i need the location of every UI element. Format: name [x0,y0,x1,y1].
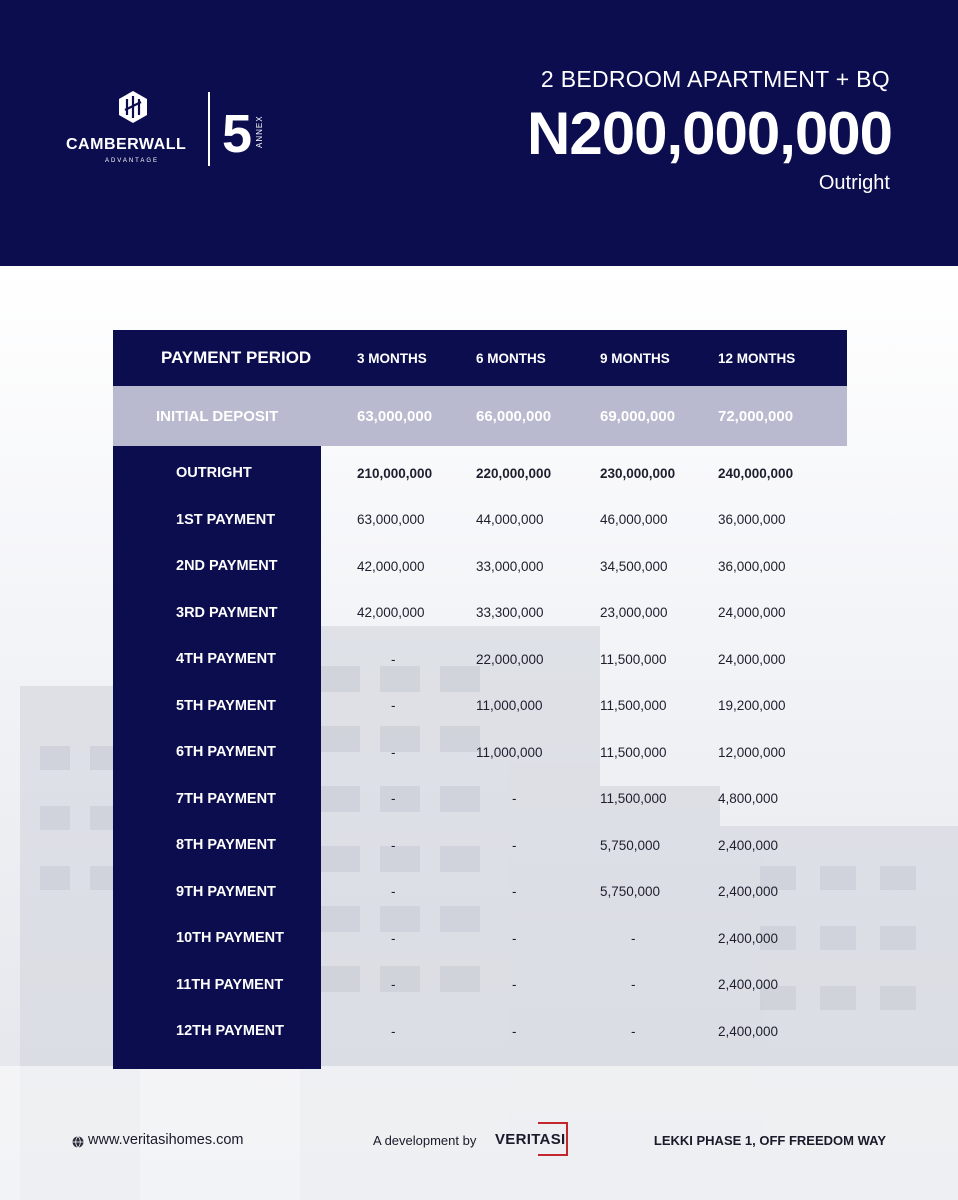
row-value-6-months: 220,000,000 [476,465,552,481]
row-value-3-months: - [391,930,396,946]
footer [0,1118,958,1168]
row-value-12-months: 2,400,000 [718,884,779,900]
table-row-8th-payment [113,822,847,869]
annex-number: 5 [222,104,253,164]
row-value-9-months: 5,750,000 [600,884,661,900]
row-value-12-months: 36,000,000 [718,558,786,574]
row-label: 12TH PAYMENT [176,1023,284,1040]
row-value-6-months: - [512,837,517,853]
row-value-3-months: - [391,744,396,760]
deposit-9-months: 69,000,000 [600,407,676,425]
table-row-12th-payment [113,1008,847,1055]
column-header-12-months: 12 MONTHS [718,350,796,366]
table-row-5th-payment [113,683,847,730]
row-value-3-months: - [391,884,396,900]
table-row-9th-payment [113,869,847,916]
row-label: 7TH PAYMENT [176,790,276,807]
table-row-11th-payment [113,962,847,1009]
table-row-6th-payment [113,729,847,776]
column-header-period: PAYMENT PERIOD [161,348,312,367]
row-value-3-months: - [391,1023,396,1039]
brand-subtitle: ADVANTAGE [104,158,160,164]
row-value-12-months: 2,400,000 [718,930,779,946]
row-label: 2ND PAYMENT [176,558,278,575]
row-value-6-months: 44,000,000 [476,512,544,528]
table-row-7th-payment [113,776,847,823]
payment-plan-table [113,330,847,1069]
column-header-9-months: 9 MONTHS [600,350,670,366]
row-value-6-months: 22,000,000 [476,651,544,667]
table-row-outright [113,450,847,497]
header-banner [0,0,958,266]
table-header-row [113,330,847,386]
globe-icon [72,1136,84,1148]
row-label: 3RD PAYMENT [176,604,278,621]
row-label: 10TH PAYMENT [176,930,284,947]
row-value-9-months: 46,000,000 [600,512,668,528]
camberwall-logo-icon [116,90,150,124]
row-value-12-months: 36,000,000 [718,512,786,528]
row-value-6-months: - [512,884,517,900]
brand-name: CAMBERWALL [66,136,187,153]
row-value-9-months: 11,500,000 [600,791,667,807]
row-value-3-months: 42,000,000 [357,558,425,574]
column-header-6-months: 6 MONTHS [476,350,546,366]
row-label: 6TH PAYMENT [176,744,276,761]
row-value-6-months: 33,300,000 [476,605,544,621]
row-value-12-months: 2,400,000 [718,977,779,993]
row-value-9-months: 23,000,000 [600,605,668,621]
row-value-3-months: - [391,837,396,853]
logo-divider [208,92,210,166]
row-value-12-months: 12,000,000 [718,744,786,760]
row-value-9-months: 11,500,000 [600,698,667,714]
deposit-12-months: 72,000,000 [718,407,794,425]
row-label: 11TH PAYMENT [176,976,284,993]
table-row-3rd-payment [113,590,847,637]
row-value-6-months: 11,000,000 [476,698,543,714]
row-value-6-months: - [512,930,517,946]
row-value-12-months: 240,000,000 [718,465,794,481]
row-label: 8TH PAYMENT [176,837,276,854]
row-value-9-months: 5,750,000 [600,837,661,853]
row-label: 4TH PAYMENT [176,651,276,668]
developer-text: A development by [373,1133,477,1148]
website-link[interactable]: www.veritasihomes.com [88,1132,244,1148]
row-value-6-months: - [512,1023,517,1039]
table-row-10th-payment [113,915,847,962]
row-value-9-months: 230,000,000 [600,465,676,481]
deposit-3-months: 63,000,000 [357,407,433,425]
row-value-6-months: 11,000,000 [476,744,543,760]
row-label: 5TH PAYMENT [176,697,276,714]
row-value-3-months: - [391,791,396,807]
location-text: LEKKI PHASE 1, OFF FREEDOM WAY [653,1133,886,1148]
row-value-9-months: - [631,930,636,946]
table-row-1st-payment [113,497,847,544]
row-value-9-months: - [631,1023,636,1039]
row-value-9-months: 34,500,000 [600,558,668,574]
row-label: 1ST PAYMENT [176,511,276,528]
row-value-12-months: 19,200,000 [718,698,786,714]
row-value-12-months: 24,000,000 [718,605,786,621]
row-value-6-months: 33,000,000 [476,558,544,574]
property-title: 2 BEDROOM APARTMENT + BQ [540,66,890,92]
row-value-3-months: 210,000,000 [357,465,433,481]
row-value-12-months: 24,000,000 [718,651,786,667]
property-price: N200,000,000 [527,100,892,167]
row-value-3-months: - [391,651,396,667]
table-body [113,446,847,1069]
row-value-12-months: 4,800,000 [718,791,779,807]
row-value-9-months: - [631,977,636,993]
developer-brand: VERITASI [495,1131,566,1148]
row-value-3-months: 42,000,000 [357,605,425,621]
row-value-3-months: - [391,977,396,993]
table-row-4th-payment [113,636,847,683]
deposit-label: INITIAL DEPOSIT [156,407,279,425]
row-value-6-months: - [512,791,517,807]
initial-deposit-row [113,386,847,446]
row-value-12-months: 2,400,000 [718,837,779,853]
row-value-9-months: 11,500,000 [600,744,667,760]
table-row-2nd-payment [113,543,847,590]
row-label: OUTRIGHT [176,465,252,482]
column-header-3-months: 3 MONTHS [357,350,427,366]
property-terms: Outright [818,172,890,194]
row-value-9-months: 11,500,000 [600,651,667,667]
deposit-6-months: 66,000,000 [476,407,552,425]
annex-label: ANNEX [255,115,264,148]
row-label: 9TH PAYMENT [176,883,276,900]
row-value-3-months: - [391,698,396,714]
row-value-3-months: 63,000,000 [357,512,425,528]
row-value-6-months: - [512,977,517,993]
veritasi-logo-bracket-icon [538,1122,568,1156]
row-value-12-months: 2,400,000 [718,1023,779,1039]
